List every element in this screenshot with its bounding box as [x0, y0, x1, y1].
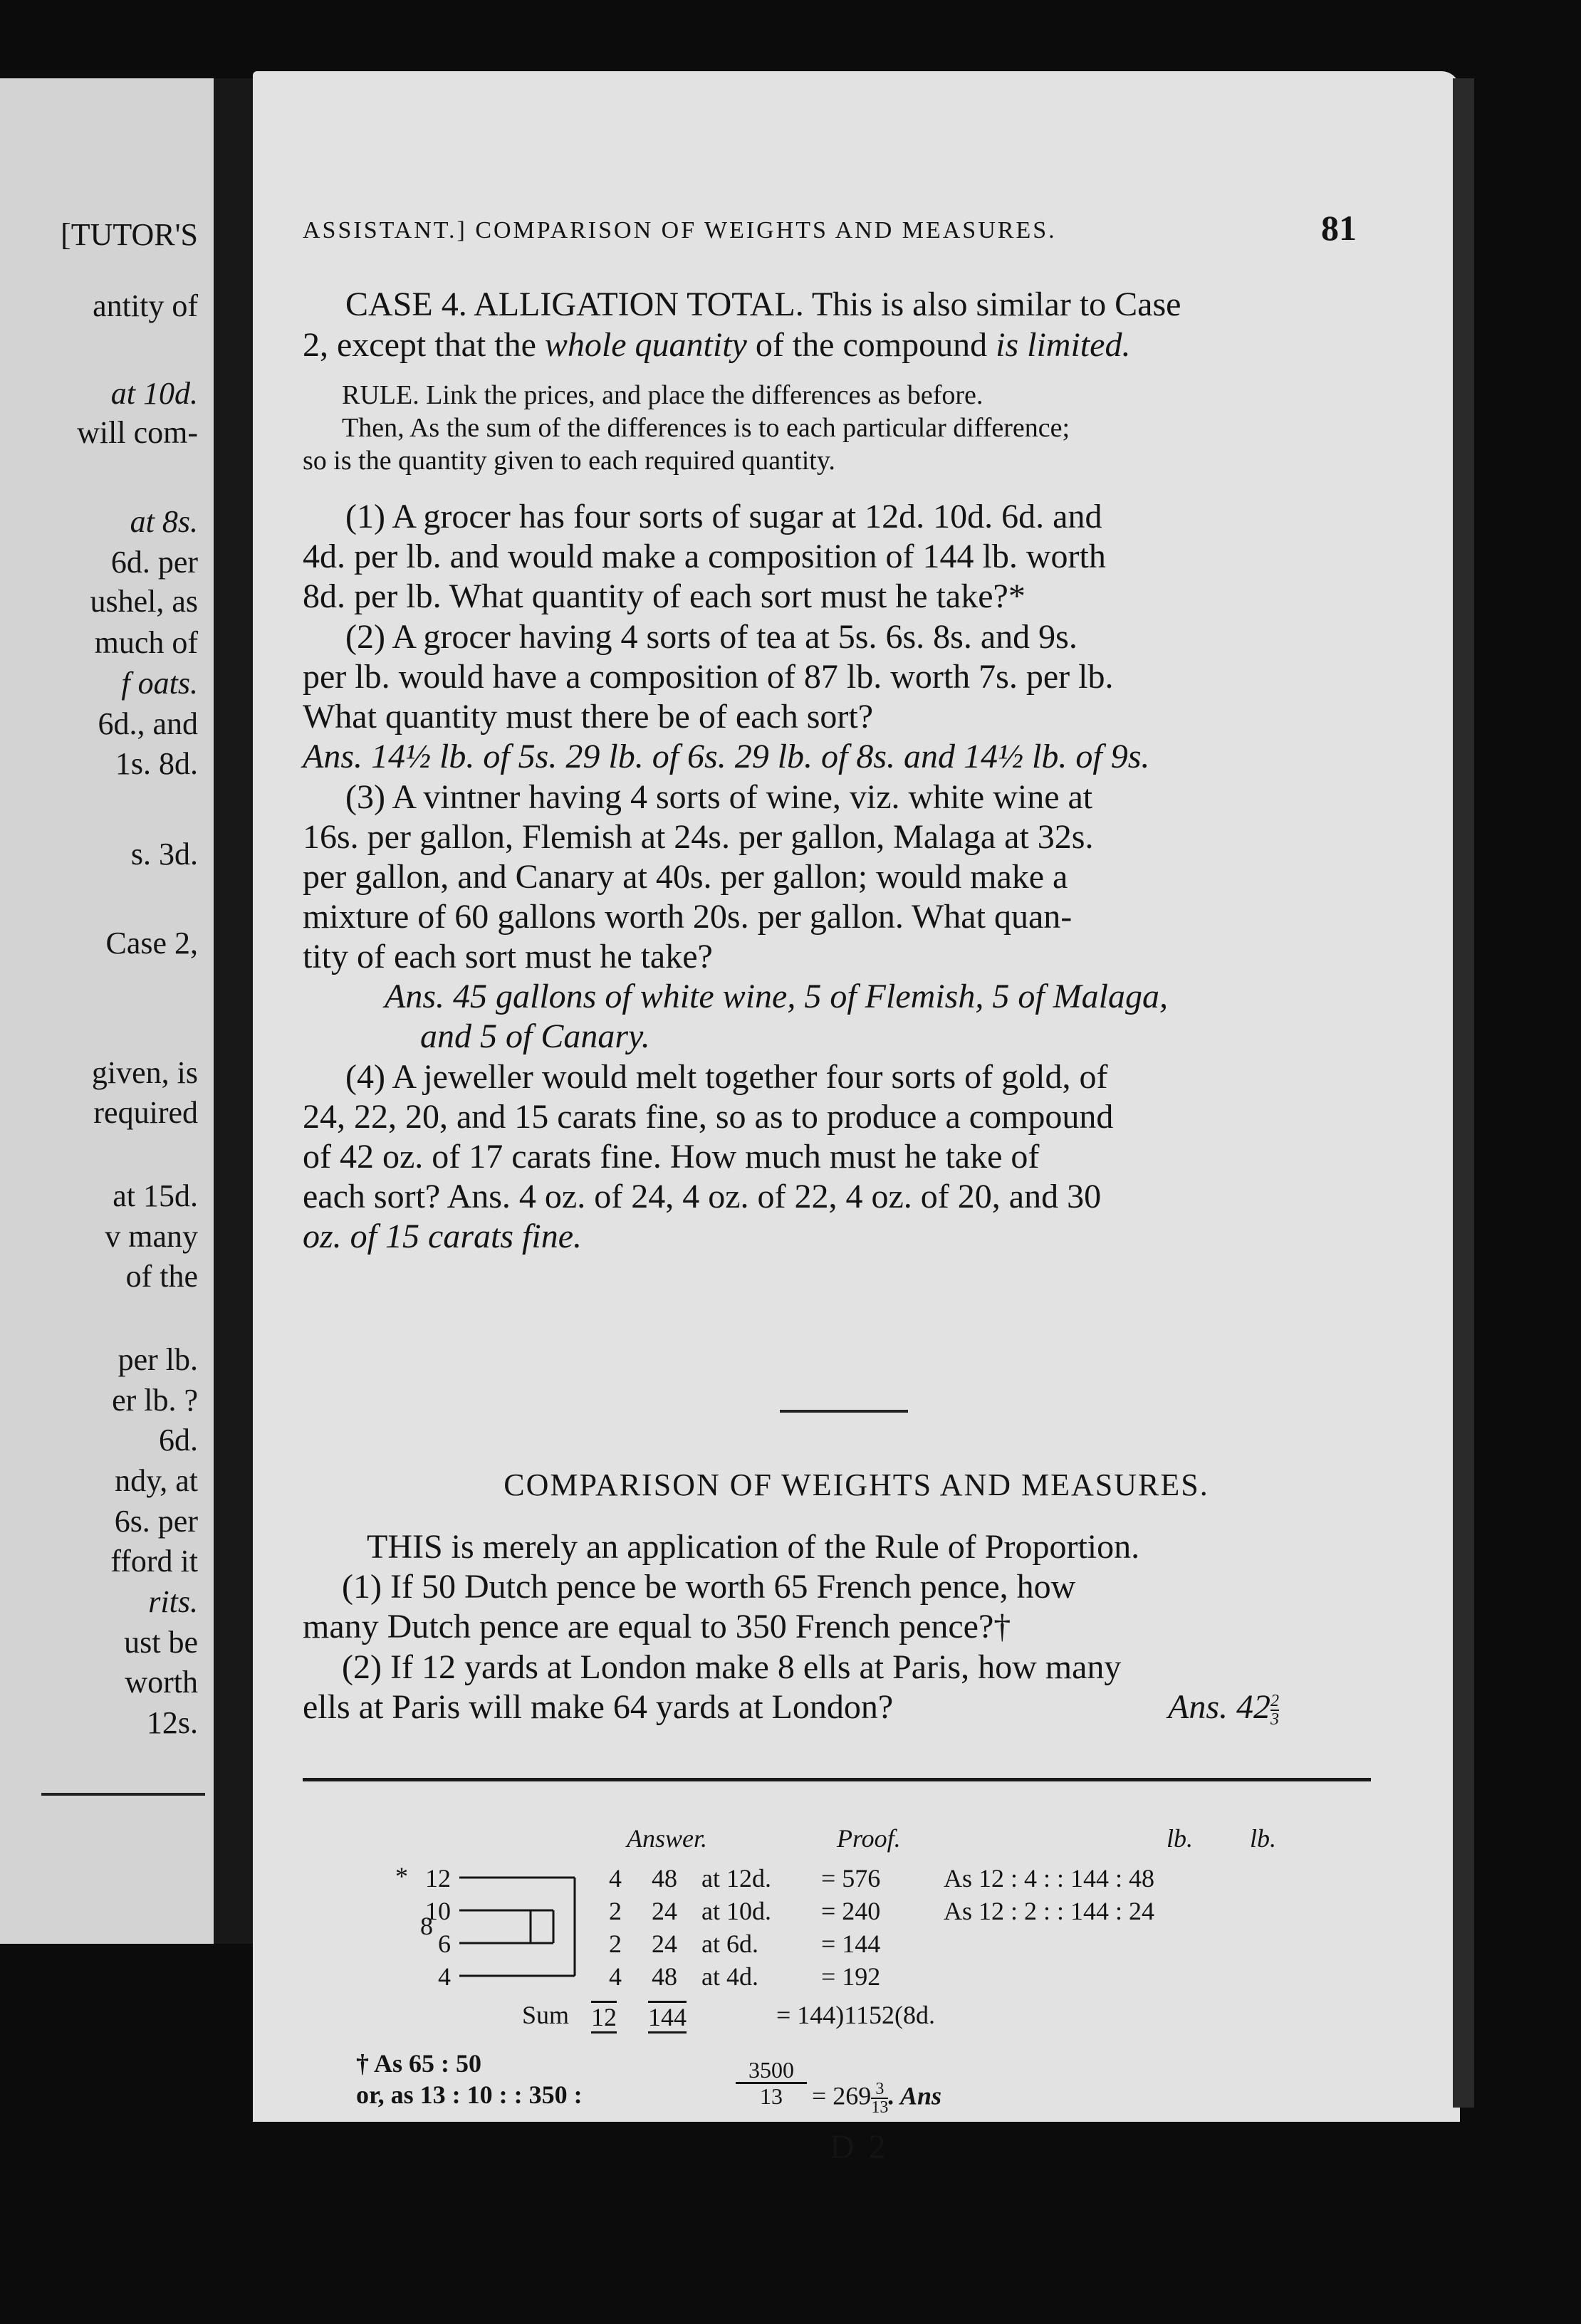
answer-qty: 2 [609, 1897, 622, 1925]
case4-text: 2, except that the [303, 326, 545, 364]
q1-line: 8d. per lb. What quantity of each sort must he take?* [303, 577, 1026, 615]
result-value: = 269 [812, 2081, 872, 2110]
left-line: [TUTOR'S [61, 217, 198, 252]
or-line: or, as 13 : 10 : : 350 : [356, 2080, 583, 2109]
col-proof: Proof. [837, 1824, 901, 1853]
page-edge [1453, 78, 1474, 2108]
case4-line1: CASE 4. ALLIGATION TOTAL. This is also similar to Case [345, 286, 1181, 323]
col-lb: lb. [1167, 1824, 1194, 1853]
proof-value: = 576 [821, 1864, 881, 1893]
running-title: ASSISTANT.] COMPARISON OF WEIGHTS AND MEASURES. [303, 217, 1057, 244]
fraction-denominator: 13 [871, 2098, 889, 2117]
comparison-p2: (2) If 12 yards at London make 8 ells at Paris, how many [342, 1648, 1122, 1686]
answer-qty: 4 [609, 1962, 622, 1991]
link-mean-price: 8 [420, 1912, 433, 1940]
left-line: required [93, 1095, 198, 1130]
result-fraction [871, 2080, 888, 2116]
answer-label: Ans. 42 [1168, 1688, 1270, 1726]
left-line: will com- [77, 415, 198, 450]
q3-answer: and 5 of Canary. [420, 1017, 650, 1055]
sum-qty: 12 [591, 2001, 617, 2034]
comparison-p1: many Dutch pence are equal to 350 French pence?† [303, 1608, 1011, 1645]
left-line: fford it [110, 1544, 198, 1579]
fraction-numerator: 2 [1270, 1691, 1279, 1710]
rule-line2: Then, As the sum of the differences is to each particular difference; [342, 413, 1070, 443]
left-line: er lb. ? [112, 1383, 198, 1418]
fraction-denominator: 3 [1270, 1710, 1279, 1729]
sum-label: Sum [522, 2001, 570, 2029]
col-lb: lb. [1250, 1824, 1277, 1853]
left-line: Case 2, [105, 926, 198, 961]
left-line: 1s. 8d. [115, 746, 198, 781]
proof-value: = 144 [821, 1930, 881, 1958]
signature-mark: D 2 [830, 2128, 889, 2166]
answer-lb: 24 [652, 1930, 677, 1958]
q1-line: (1) A grocer has four sorts of sugar at 12d. 10d. 6d. and [345, 498, 1102, 535]
case4-text: of the compound [746, 326, 996, 364]
left-line: f oats. [121, 666, 198, 701]
q4-line: each sort? Ans. 4 oz. of 24, 4 oz. of 22, 4 oz. of 20, and 30 [303, 1178, 1102, 1215]
left-line: 6d., and [98, 706, 198, 741]
left-line: much of [94, 625, 198, 660]
answer-qty: 2 [609, 1930, 622, 1958]
left-footnote-rule [41, 1793, 205, 1796]
rule-line3: so is the quantity given to each required quantity. [303, 446, 835, 476]
fraction-denominator: 13 [736, 2082, 807, 2108]
left-line: ndy, at [115, 1463, 198, 1498]
fraction-numerator: 3 [875, 2080, 885, 2098]
dagger-line: † As 65 : 50 [356, 2049, 482, 2078]
q3-line: per gallon, and Canary at 40s. per gallon; would make a [303, 858, 1068, 896]
answer-lb: 48 [652, 1864, 677, 1893]
q3-answer: Ans. 45 gallons of white wine, 5 of Flemish, 5 of Malaga, [385, 978, 1168, 1015]
left-line: per lb. [118, 1342, 198, 1377]
proportion-row: As 12 : 2 : : 144 : 24 [944, 1897, 1155, 1925]
comparison-p2: ells at Paris will make 64 yards at London? [303, 1688, 894, 1726]
left-line: of the [125, 1259, 198, 1294]
left-line: v many [105, 1219, 198, 1254]
q3-line: 16s. per gallon, Flemish at 24s. per gallon, Malaga at 32s. [303, 818, 1094, 856]
left-line: 12s. [146, 1705, 198, 1740]
proof-value: = 240 [821, 1897, 881, 1925]
q3-line: (3) A vintner having 4 sorts of wine, viz. white wine at [345, 778, 1093, 816]
left-line: ushel, as [90, 584, 198, 619]
q2-line: per lb. would have a composition of 87 lb. worth 7s. per lb. [303, 658, 1114, 696]
q4-line: 24, 22, 20, and 15 carats fine, so as to produce a compound [303, 1098, 1114, 1136]
left-line: rits. [148, 1584, 198, 1619]
page-number: 81 [1321, 208, 1357, 248]
q4-line: (4) A jeweller would melt together four sorts of gold, of [345, 1058, 1108, 1096]
left-line: s. 3d. [130, 837, 198, 872]
q2-answer: Ans. 14½ lb. of 5s. 29 lb. of 6s. 29 lb. of 8s. and 14½ lb. of 9s. [303, 738, 1150, 775]
q1-line: 4d. per lb. and would make a composition of 144 lb. worth [303, 538, 1106, 575]
calc-result [812, 2080, 941, 2116]
left-line: given, is [91, 1055, 198, 1090]
proportion-row: As 12 : 4 : : 144 : 48 [944, 1864, 1155, 1893]
left-line: ust be [124, 1625, 198, 1660]
result-tail: . Ans [888, 2081, 942, 2110]
left-line: worth [125, 1665, 198, 1700]
rule-line1: RULE. Link the prices, and place the differences as before. [342, 380, 983, 410]
comparison-intro: THIS is merely an application of the Rule of Proportion. [367, 1528, 1140, 1566]
answer-price: at 10d. [701, 1897, 771, 1925]
q3-line: tity of each sort must he take? [303, 938, 713, 975]
left-line: 6d. [159, 1423, 198, 1457]
col-answer: Answer. [627, 1824, 708, 1853]
answer-qty: 4 [609, 1864, 622, 1893]
case4-emphasis: whole quantity [544, 326, 747, 364]
answer-price: at 6d. [701, 1930, 758, 1958]
left-line: 6d. per [110, 545, 198, 580]
q4-line: oz. of 15 carats fine. [303, 1218, 582, 1255]
left-line: antity of [93, 288, 198, 323]
left-line: 6s. per [114, 1504, 198, 1539]
sum-lb: 144 [648, 2001, 687, 2034]
calc-fraction [736, 2058, 807, 2108]
left-line: at 10d. [110, 376, 198, 411]
price-6: 6 [438, 1930, 451, 1958]
answer-lb: 24 [652, 1897, 677, 1925]
q2-line: (2) A grocer having 4 sorts of tea at 5s. 6s. 8s. and 9s. [345, 618, 1078, 656]
right-page [253, 71, 1460, 2166]
answer-price: at 4d. [701, 1962, 758, 1991]
price-4: 4 [438, 1962, 451, 1991]
proof-value: = 192 [821, 1962, 881, 1991]
left-line: at 15d. [113, 1178, 198, 1213]
alligation-link-lines [253, 71, 1460, 2122]
q4-line: of 42 oz. of 17 carats fine. How much must he take of [303, 1138, 1040, 1176]
price-10: 10 [425, 1897, 451, 1925]
footnote-star: * [395, 1862, 408, 1890]
price-12: 12 [425, 1864, 451, 1893]
answer-price: at 12d. [701, 1864, 771, 1893]
book-spine [214, 78, 256, 1944]
left-page-fragment [0, 78, 214, 1944]
long-division: = 144)1152(8d. [776, 2001, 935, 2029]
fraction-numerator: 3500 [748, 2057, 794, 2083]
case4-emphasis: is limited. [996, 326, 1131, 364]
comparison-p1: (1) If 50 Dutch pence be worth 65 French pence, how [342, 1568, 1076, 1606]
q2-line: What quantity must there be of each sort? [303, 698, 874, 736]
q3-line: mixture of 60 gallons worth 20s. per gallon. What quan- [303, 898, 1073, 936]
answer-lb: 48 [652, 1962, 677, 1991]
left-line: at 8s. [130, 504, 198, 539]
section-heading: COMPARISON OF WEIGHTS AND MEASURES. [503, 1467, 1209, 1502]
